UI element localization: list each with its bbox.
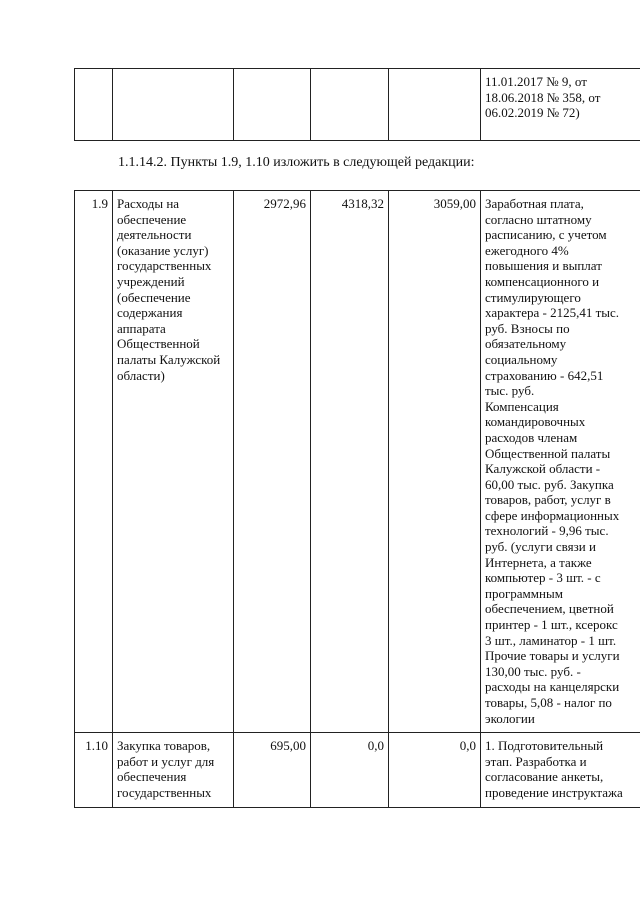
value-cell-1: 695,00 xyxy=(234,733,311,806)
row-number-cell: 1.10 xyxy=(75,733,113,806)
value-cell-3: 3059,00 xyxy=(389,191,481,732)
value-cell-2 xyxy=(311,69,389,140)
note-cell: Заработная плата, согласно штатному расписанию, с учетом ежегодного 4% повышения и выплат компенсационного и стимулирующего характера - 2125,41 тыс. руб. Взносы по обязательному социальному страхованию - 642,51 тыс. руб. Компенсация командировочных расходов членам Общественной палаты Калужской области - 60,00 тыс. руб. Закупка товаров, работ, услуг в сфере информационных технологий - 9,96 тыс. руб. (услуги связи и Интернета, а также компьютер - 3 шт. - с программным обеспечением, цветной принтер - 1 шт., ксерокс 3 шт., ламинатор - 1 шт. Прочие товары и услуги 130,00 тыс. руб. - расходы на канцелярски товары, 5,08 - налог по экологии xyxy=(485,196,620,726)
value-cell-3: 0,0 xyxy=(389,733,481,806)
table-row xyxy=(75,191,640,733)
section-caption: 1.1.14.2. Пункты 1.9, 1.10 изложить в следующей редакции: xyxy=(118,155,475,170)
value-cell-1 xyxy=(234,69,311,140)
expense-name-cell: Расходы на обеспечение деятельности (оказание услуг) государственных учреждений (обеспечение содержания аппарата Общественной палаты Калужской области) xyxy=(113,191,234,732)
table-row xyxy=(75,69,640,141)
value-cell-1: 2972,96 xyxy=(234,191,311,732)
value-cell-3 xyxy=(389,69,481,140)
note-cell: 1. Подготовительный этап. Разработка и согласование анкеты, проведение инструктажа xyxy=(485,738,623,800)
row-number-cell: 1.9 xyxy=(75,191,113,732)
expense-name-cell xyxy=(113,69,234,140)
value-cell-2: 0,0 xyxy=(311,733,389,806)
amendment-table xyxy=(74,190,640,808)
previous-table-fragment xyxy=(74,68,640,141)
table-row xyxy=(75,733,640,806)
value-cell-2: 4318,32 xyxy=(311,191,389,732)
note-cell: 11.01.2017 № 9, от 18.06.2018 № 358, от 06.02.2019 № 72) xyxy=(485,74,601,121)
row-number-cell xyxy=(75,69,113,140)
expense-name-cell: Закупка товаров, работ и услуг для обеспечения государственных xyxy=(113,733,234,806)
